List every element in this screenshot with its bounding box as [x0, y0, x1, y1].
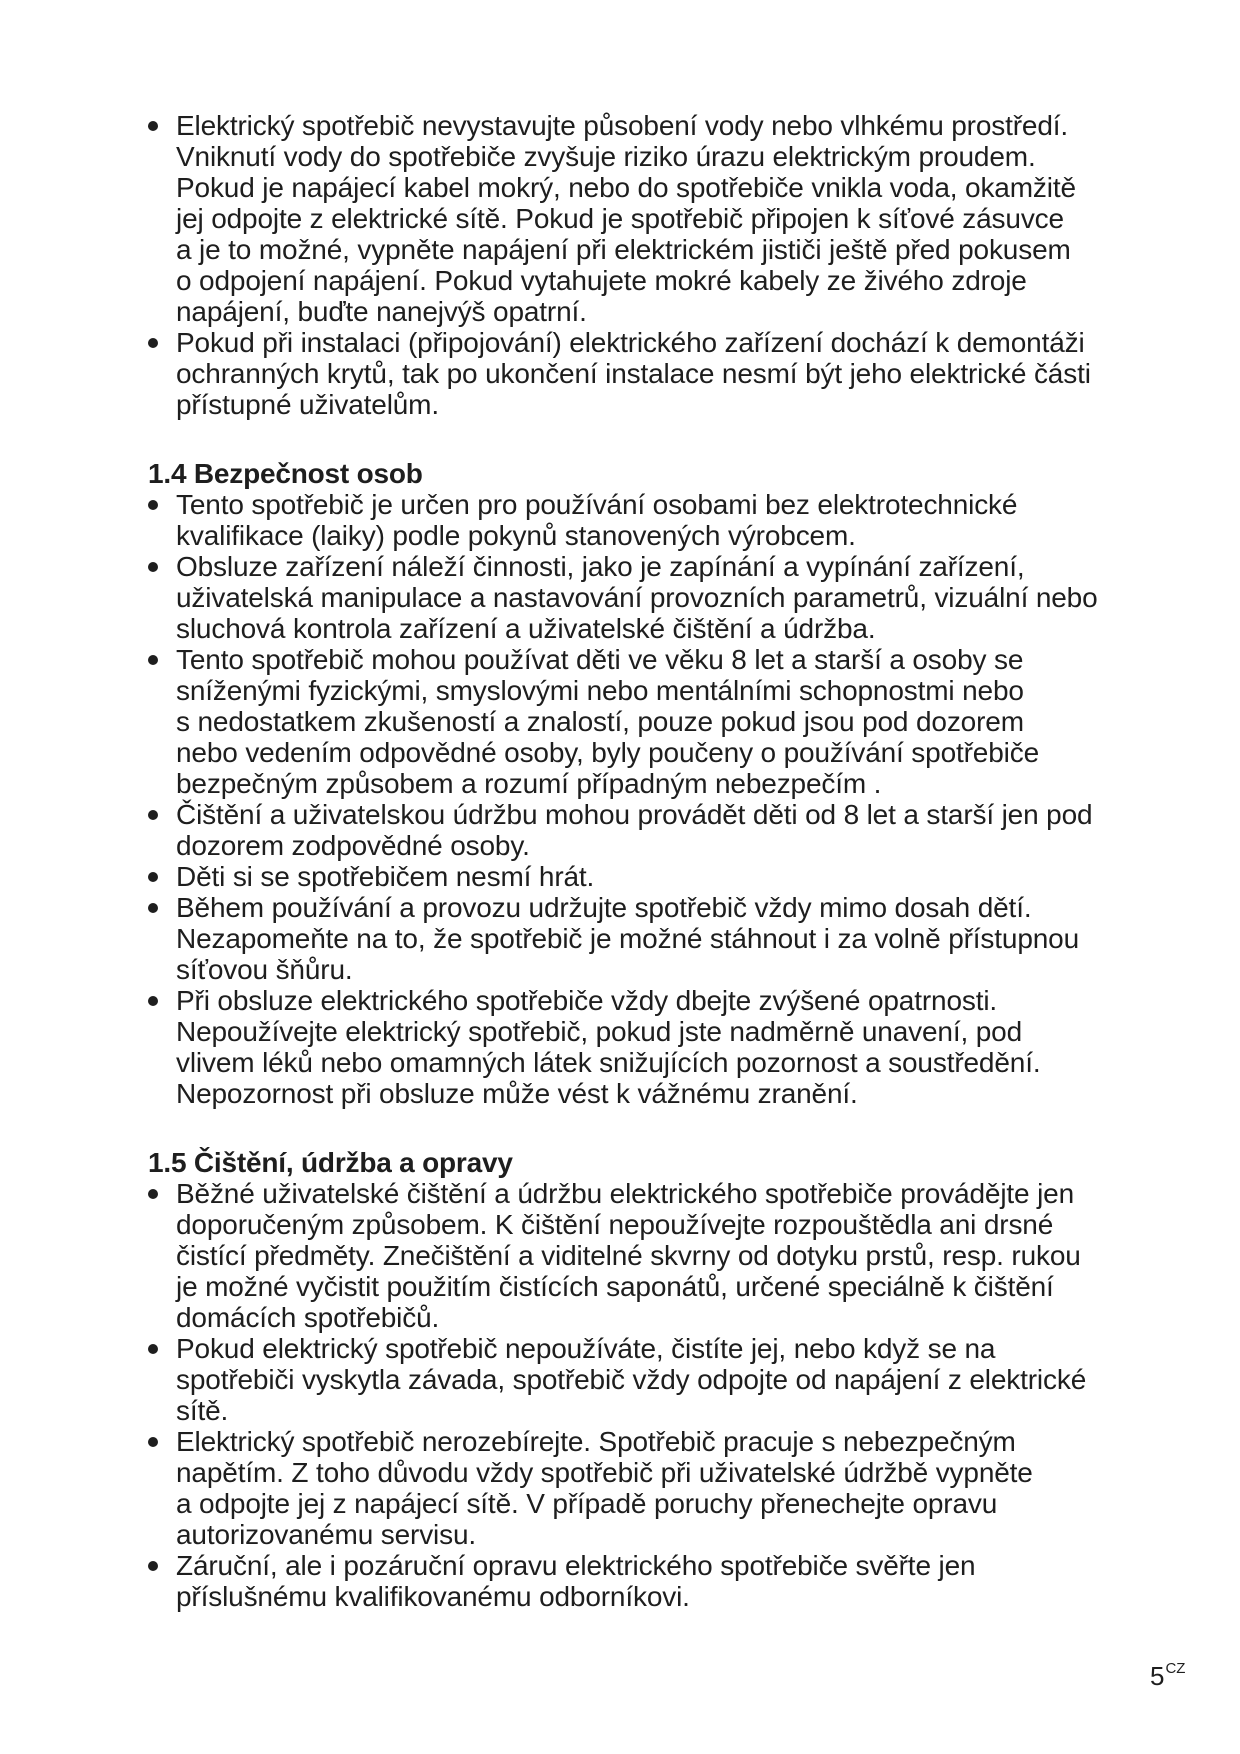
- list-item: [148, 489, 1148, 551]
- text-line: síťovou šňůru.: [176, 954, 353, 985]
- list-item: [148, 1333, 1148, 1426]
- text-line: Záruční, ale i pozáruční opravu elektrického spotřebiče svěřte jen: [176, 1550, 976, 1581]
- text-line: ochranných krytů, tak po ukončení instalace nesmí být jeho elektrické části: [176, 358, 1091, 389]
- text-line: Tento spotřebič je určen pro používání osobami bez elektrotechnické: [176, 489, 1018, 520]
- list-item: [148, 1178, 1148, 1333]
- bullet-dot-icon: [148, 1437, 158, 1447]
- list-item: [148, 551, 1148, 644]
- text-line: o odpojení napájení. Pokud vytahujete mokré kabely ze živého zdroje: [176, 265, 1027, 296]
- list-item: [148, 1426, 1148, 1550]
- section-heading: 1.4 Bezpečnost osob: [148, 458, 423, 489]
- bullet-dot-icon: [148, 1561, 158, 1571]
- text-line: Obsluze zařízení náleží činnosti, jako je zapínání a vypínání zařízení,: [176, 551, 1025, 582]
- text-line: Během používání a provozu udržujte spotřebič vždy mimo dosah dětí.: [176, 892, 1032, 923]
- text-line: uživatelská manipulace a nastavování provozních parametrů, vizuální nebo: [176, 582, 1098, 613]
- text-line: Elektrický spotřebič nerozebírejte. Spotřebič pracuje s nebezpečným: [176, 1426, 1016, 1457]
- language-code: CZ: [1165, 1660, 1186, 1677]
- text-line: dozorem zodpovědné osoby.: [176, 830, 530, 861]
- text-line: bezpečným způsobem a rozumí případným nebezpečím .: [176, 768, 882, 799]
- section-1: [148, 110, 1148, 420]
- bullet-dot-icon: [148, 1189, 158, 1199]
- text-line: napětím. Z toho důvodu vždy spotřebič při uživatelské údržbě vypněte: [176, 1457, 1033, 1488]
- text-line: Pokud elektrický spotřebič nepoužíváte, čistíte jej, nebo když se na: [176, 1333, 996, 1364]
- bullet-list: [148, 1178, 1148, 1612]
- list-item: [148, 1550, 1148, 1612]
- bullet-list: [148, 110, 1148, 420]
- text-line: Nepozornost při obsluze může vést k vážnému zranění.: [176, 1078, 858, 1109]
- bullet-dot-icon: [148, 655, 158, 665]
- bullet-dot-icon: [148, 338, 158, 348]
- bullet-dot-icon: [148, 121, 158, 131]
- text-line: Elektrický spotřebič nevystavujte působení vody nebo vlhkému prostředí.: [176, 110, 1069, 141]
- bullet-dot-icon: [148, 500, 158, 510]
- text-line: autorizovanému servisu.: [176, 1519, 477, 1550]
- bullet-dot-icon: [148, 562, 158, 572]
- text-line: spotřebiči vyskytla závada, spotřebič vždy odpojte od napájení z elektrické: [176, 1364, 1087, 1395]
- text-line: Při obsluze elektrického spotřebiče vždy dbejte zvýšené opatrnosti.: [176, 985, 998, 1016]
- text-line: doporučeným způsobem. K čištění nepoužívejte rozpouštědla ani drsné: [176, 1209, 1054, 1240]
- text-line: sníženými fyzickými, smyslovými nebo mentálními schopnostmi nebo: [176, 675, 1024, 706]
- text-line: vlivem léků nebo omamných látek snižujících pozornost a soustředění.: [176, 1047, 1041, 1078]
- list-item: [148, 110, 1148, 327]
- text-line: sítě.: [176, 1395, 229, 1426]
- text-line: sluchová kontrola zařízení a uživatelské čištění a údržba.: [176, 613, 876, 644]
- text-line: příslušnému kvalifikovanému odborníkovi.: [176, 1581, 690, 1612]
- text-line: Pokud je napájecí kabel mokrý, nebo do spotřebiče vnikla voda, okamžitě: [176, 172, 1076, 203]
- bullet-dot-icon: [148, 903, 158, 913]
- list-item: [148, 985, 1148, 1109]
- text-line: domácích spotřebičů.: [176, 1302, 440, 1333]
- text-line: Děti si se spotřebičem nesmí hrát.: [176, 861, 595, 892]
- text-line: Pokud při instalaci (připojování) elektrického zařízení dochází k demontáži: [176, 327, 1085, 358]
- list-item: [148, 644, 1148, 799]
- text-line: Nezapomeňte na to, že spotřebič je možné stáhnout i za volně přístupnou: [176, 923, 1080, 954]
- page-number-value: 5: [1150, 1661, 1165, 1691]
- document-body: [148, 110, 1148, 1612]
- text-line: Tento spotřebič mohou používat děti ve věku 8 let a starší a osoby se: [176, 644, 1024, 675]
- bullet-dot-icon: [148, 872, 158, 882]
- list-item: [148, 861, 1148, 892]
- list-item: [148, 799, 1148, 861]
- text-line: čistící předměty. Znečištění a viditelné skvrny od dotyku prstů, resp. rukou: [176, 1240, 1081, 1271]
- bullet-list: [148, 489, 1148, 1109]
- list-item: [148, 327, 1148, 420]
- text-line: jej odpojte z elektrické sítě. Pokud je spotřebič připojen k síťové zásuvce: [176, 203, 1064, 234]
- text-line: a odpojte jej z napájecí sítě. V případě poruchy přenechejte opravu: [176, 1488, 998, 1519]
- bullet-dot-icon: [148, 996, 158, 1006]
- bullet-dot-icon: [148, 1344, 158, 1354]
- section-2: [148, 458, 1148, 1109]
- bullet-dot-icon: [148, 810, 158, 820]
- text-line: Nepoužívejte elektrický spotřebič, pokud jste nadměrně unavení, pod: [176, 1016, 1023, 1047]
- text-line: s nedostatkem zkušeností a znalostí, pouze pokud jsou pod dozorem: [176, 706, 1024, 737]
- text-line: přístupné uživatelům.: [176, 389, 439, 420]
- text-line: a je to možné, vypněte napájení při elektrickém jističi ještě před pokusem: [176, 234, 1071, 265]
- list-item: [148, 892, 1148, 985]
- page-number: [1150, 1660, 1185, 1692]
- text-line: kvalifikace (laiky) podle pokynů stanovených výrobcem.: [176, 520, 856, 551]
- text-line: Čištění a uživatelskou údržbu mohou provádět děti od 8 let a starší jen pod: [176, 799, 1093, 830]
- text-line: Běžné uživatelské čištění a údržbu elektrického spotřebiče provádějte jen: [176, 1178, 1075, 1209]
- text-line: Vniknutí vody do spotřebiče zvyšuje riziko úrazu elektrickým proudem.: [176, 141, 1036, 172]
- text-line: napájení, buďte nanejvýš opatrní.: [176, 296, 587, 327]
- text-line: nebo vedením odpovědné osoby, byly poučeny o používání spotřebiče: [176, 737, 1039, 768]
- text-line: je možné vyčistit použitím čistících saponátů, určené speciálně k čištění: [176, 1271, 1054, 1302]
- section-heading: 1.5 Čištění, údržba a opravy: [148, 1147, 513, 1178]
- section-3: [148, 1147, 1148, 1612]
